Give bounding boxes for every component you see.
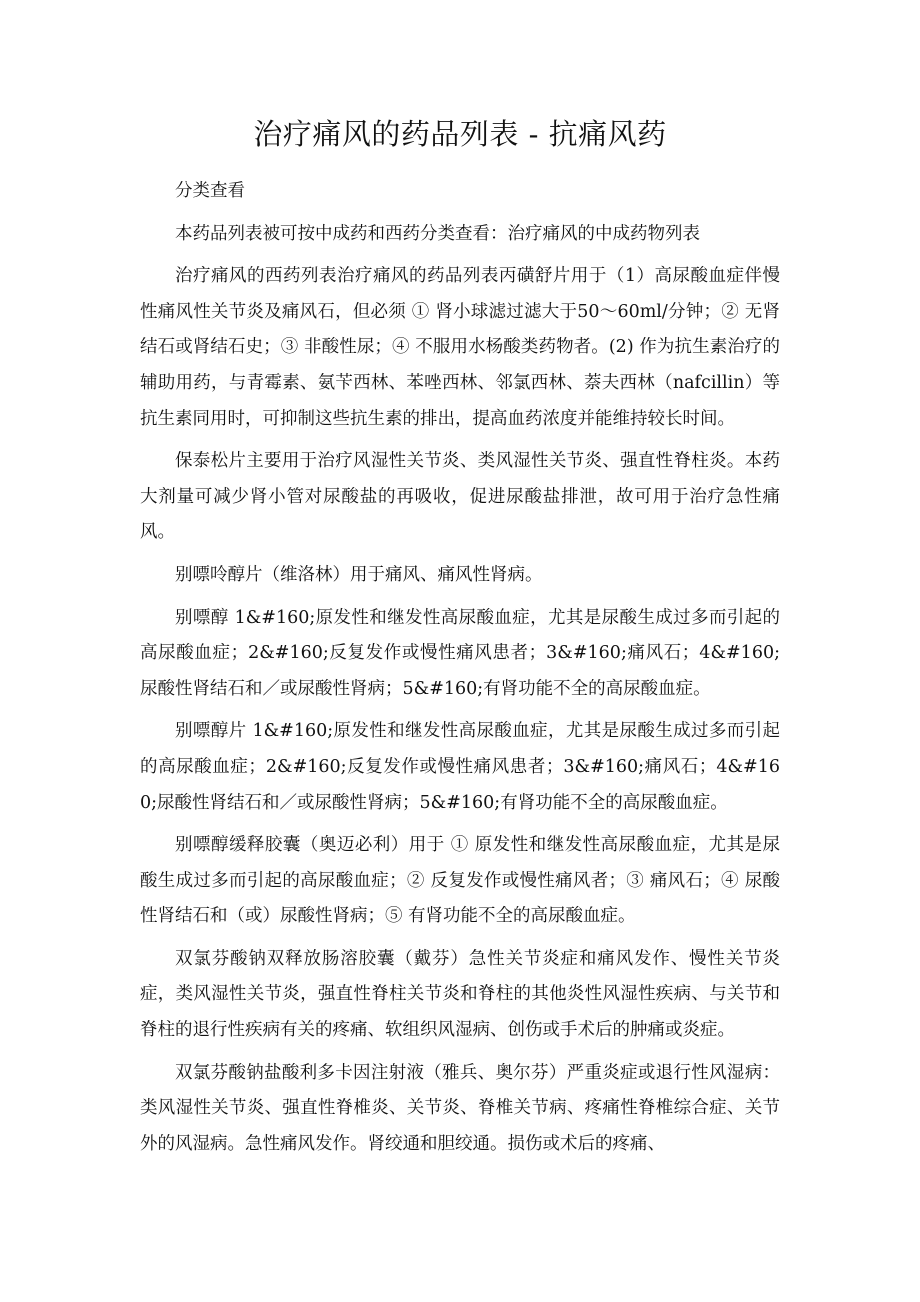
paragraph-phenylbutazone: 保泰松片主要用于治疗风湿性关节炎、类风湿性关节炎、强直性脊柱炎。本药大剂量可减少肾小管对尿酸盐的再吸收，促进尿酸盐排泄，故可用于治疗急性痛风。: [140, 451, 780, 543]
paragraph-category-view: 分类查看: [175, 181, 245, 201]
paragraph-allopurinol: 别嘌醇 1&#160;原发性和继发性高尿酸血症，尤其是尿酸生成过多而引起的高尿酸血症；2&#160;反复发作或慢性痛风患者；3&#160;痛风石；4&#160;尿酸性肾结石和／或尿酸性肾病；5&#160;有肾功能不全的高尿酸血症。: [140, 607, 780, 699]
paragraph-diclofenac-capsule: 双氯芬酸钠双释放肠溶胶囊（戴芬）急性关节炎症和痛风发作、慢性关节炎症，类风湿性关节炎，强直性脊柱关节炎和脊柱的其他炎性风湿性疾病、与关节和脊柱的退行性疾病有关的疼痛、软组织风湿病、创伤或手术后的肿痛或炎症。: [140, 948, 780, 1041]
paragraph-allopurinol-capsule: 别嘌醇缓释胶囊（奥迈必利）用于 ① 原发性和继发性高尿酸血症，尤其是尿酸生成过多而引起的高尿酸血症；② 反复发作或慢性痛风者；③ 痛风石；④ 尿酸性肾结石和（或）尿酸性肾病；⑤ 有肾功能不全的高尿酸血症。: [140, 835, 780, 927]
paragraph-allopurinol-tablet-weiluolin: 别嘌呤醇片（维洛林）用于痛风、痛风性肾病。: [175, 564, 543, 585]
paragraph-probenecid: 治疗痛风的西药列表治疗痛风的药品列表丙磺舒片用于（1）高尿酸血症伴慢性痛风性关节炎及痛风石，但必须 ① 肾小球滤过滤大于50～60ml/分钟；② 无肾结石或肾结石史；③ 非酸性尿；④ 不服用水杨酸类药物者。(2) 作为抗生素治疗的辅助用药，与青霉素、氨苄西林、苯唑西林、邻氯西林、萘夫西林（nafcillin）等抗生素同用时，可抑制这些抗生素的排出，提高血药浓度并能维持较长时间。: [140, 266, 780, 429]
paragraph-allopurinol-tablet: 别嘌醇片 1&#160;原发性和继发性高尿酸血症，尤其是尿酸生成过多而引起的高尿酸血症；2&#160;反复发作或慢性痛风患者；3&#160;痛风石；4&#160;尿酸性肾结石和／或尿酸性肾病；5&#160;有肾功能不全的高尿酸血症。: [140, 721, 780, 813]
document-title: 治疗痛风的药品列表 - 抗痛风药: [253, 117, 667, 151]
paragraph-diclofenac-injection: 双氯芬酸钠盐酸利多卡因注射液（雅兵、奥尔芬）严重炎症或退行性风湿病：类风湿性关节炎、强直性脊椎炎、关节炎、脊椎关节病、疼痛性脊椎综合症、关节外的风湿病。急性痛风发作。肾绞通和胆绞通。损伤或术后的疼痛、: [140, 1062, 780, 1154]
document-page: [140, 112, 780, 1169]
paragraph-list-intro: 本药品列表被可按中成药和西药分类查看：治疗痛风的中成药物列表: [175, 223, 700, 244]
